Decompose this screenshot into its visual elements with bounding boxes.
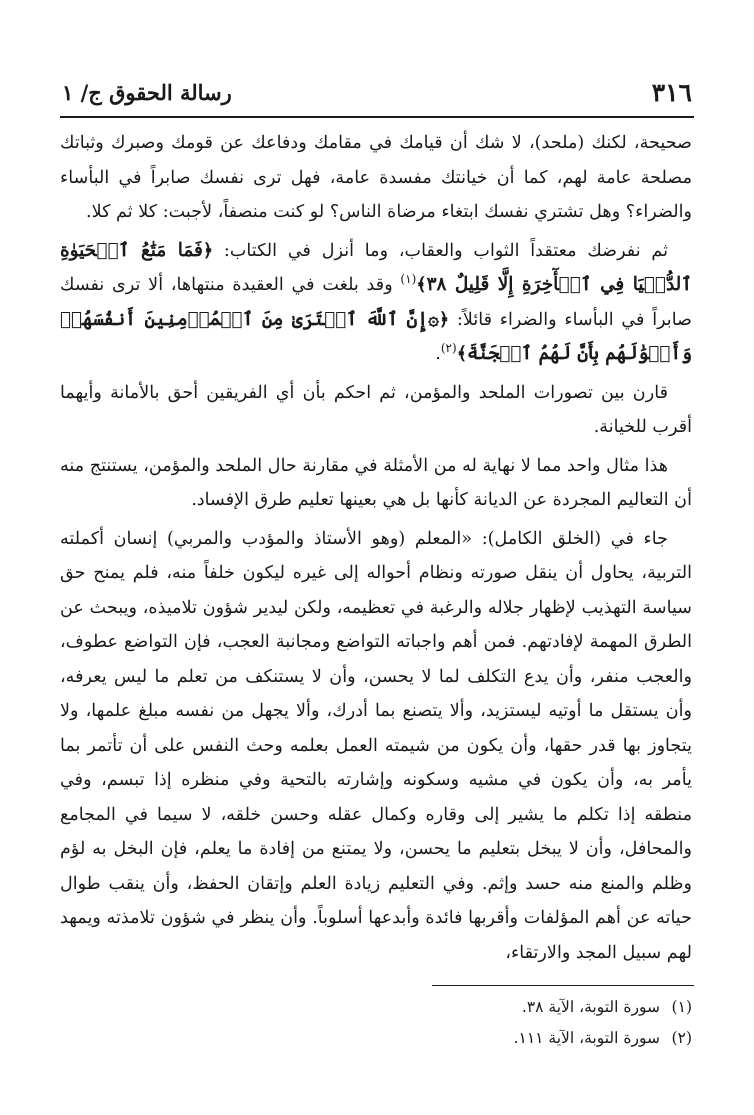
footnote-number: (١) [671, 998, 692, 1016]
paragraph-2-end: . [435, 344, 441, 364]
footnote-text: سورة التوبة، الآية ٣٨. [521, 998, 660, 1016]
main-text [60, 126, 692, 974]
paragraph-2-text-a: ثم نفرضك معتقداً الثواب والعقاب، وما أنزل في الكتاب: [213, 240, 668, 261]
quran-brace-open: ﴿ [438, 308, 450, 330]
page-header [62, 72, 692, 110]
footnotes [60, 992, 692, 1054]
footnote-ref-2[interactable]: (٢) [440, 341, 457, 356]
footnote-ref-1[interactable]: (١) [400, 272, 417, 287]
footnote-divider [432, 985, 694, 986]
running-title: رسالة الحقوق ج/ ١ [62, 80, 232, 105]
paragraph-2 [60, 234, 692, 372]
quran-verse-2: ۞إِنَّ ٱللَّهَ ٱشۡتَرَىٰ مِنَ ٱلۡمُؤۡمِنِينَ أَنفُسَهُمۡ وَأَمۡوَٰلَهُم بِأَنَّ لَهُمُ ٱلۡجَنَّةَ [60, 308, 692, 364]
paragraph-4: هذا مثال واحد مما لا نهاية له من الأمثلة في مقارنة حال الملحد والمؤمن، يستنتج منه أن التعاليم المجردة عن الديانة كأنها بل هي بعينها تعليم طرق الإفساد. [60, 455, 692, 510]
paragraph-2-text-b: وقد بلغت في العقيدة منتهاها، ألا ترى نفسك صابراً في البأساء والضراء قائلاً: [60, 275, 692, 330]
footnote-text: سورة التوبة، الآية ١١١. [513, 1029, 660, 1047]
footnote-item [60, 992, 692, 1023]
quran-verse-1: فَمَا مَتَٰعُ ٱلۡحَيَوٰةِ ٱلدُّنۡيَا فِي ٱلۡأٓخِرَةِ إِلَّا قَلِيلٌ ٣٨ [60, 239, 692, 295]
header-divider [60, 116, 694, 118]
page-number: ٣١٦ [651, 78, 692, 107]
quran-brace-close: ﴾ [456, 343, 467, 364]
paragraph-5: جاء في (الخلق الكامل): «المعلم (وهو الأستاذ والمؤدب والمربي) إنسان أكملته التربية، يحاول أن ينقل صورته ونظام أحواله إلى غيره ليكون خلفاً منه، فلم يمنح حق سياسة التهذيب لإظهار جلاله والرغبة في تعظيمه، ولكن ليدير شؤون تلاميذه، ويبحث عن الطرق المهمة لإفادتهم. فمن أهم واجباته التواضع ومجانبة العجب، فإن التواضع عطوف، والعجب منفر، وأن يدع التكلف لما لا يحسن، وأن لا يستنكف من تعلم ما ليس يعرفه، وأن يستقل ما أوتيه ليستزيد، وألا يتصنع بما أدرك، وألا يجهل من نفسه مبلغ علمها، ولا يتجاوز بها قدر حقها، وأن يكون من شيمته العمل بعلمه وحث النفس على أن تأتمر بما يأمر به، وأن يكون في مشيه وسكونه وإشارته بالتحية وفي منظره إذا تبسم، وفي منطقه إذا تكلم ما يشير إلى وقاره وكمال عقله وحسن خلقه، لا سيما في المجامع والمحافل، وأن لا يبخل بتعليم ما يحسن، ولا يمتنع من إفادة ما يعلم، فإن البخل به لؤم وظلم والمنع منه حسد وإثم. وفي التعليم زيادة العلم وإتقان الحفظ، وأن ينقب طوال حياته عن أهم المؤلفات وأقربها فائدة وأبدعها أسلوباً. وأن ينظر في شؤون تلامذته ويمهد لهم سبيل المجد والارتقاء، [60, 528, 692, 963]
paragraph-3: قارن بين تصورات الملحد والمؤمن، ثم احكم بأن أي الفريقين أحق بالأمانة وأيهما أقرب للخيانة. [60, 382, 692, 437]
footnote-item [60, 1023, 692, 1054]
quran-brace-close: ﴾ [416, 274, 427, 295]
paragraph-1: صحيحة، لكنك (ملحد)، لا شك أن قيامك في مقامك ودفاعك عن قومك وصبرك وثباتك مصلحة عامة لهم، كما أن خيانتك مفسدة عامة، فهل ترى نفسك صابراً في البأساء والضراء؟ وهل تشتري نفسك ابتغاء مرضاة الناس؟ لو كنت منصفاً، لأجبت: كلا ثم كلا. [60, 133, 692, 222]
footnote-number: (٢) [671, 1029, 692, 1047]
quran-brace-open: ﴿ [202, 239, 214, 261]
